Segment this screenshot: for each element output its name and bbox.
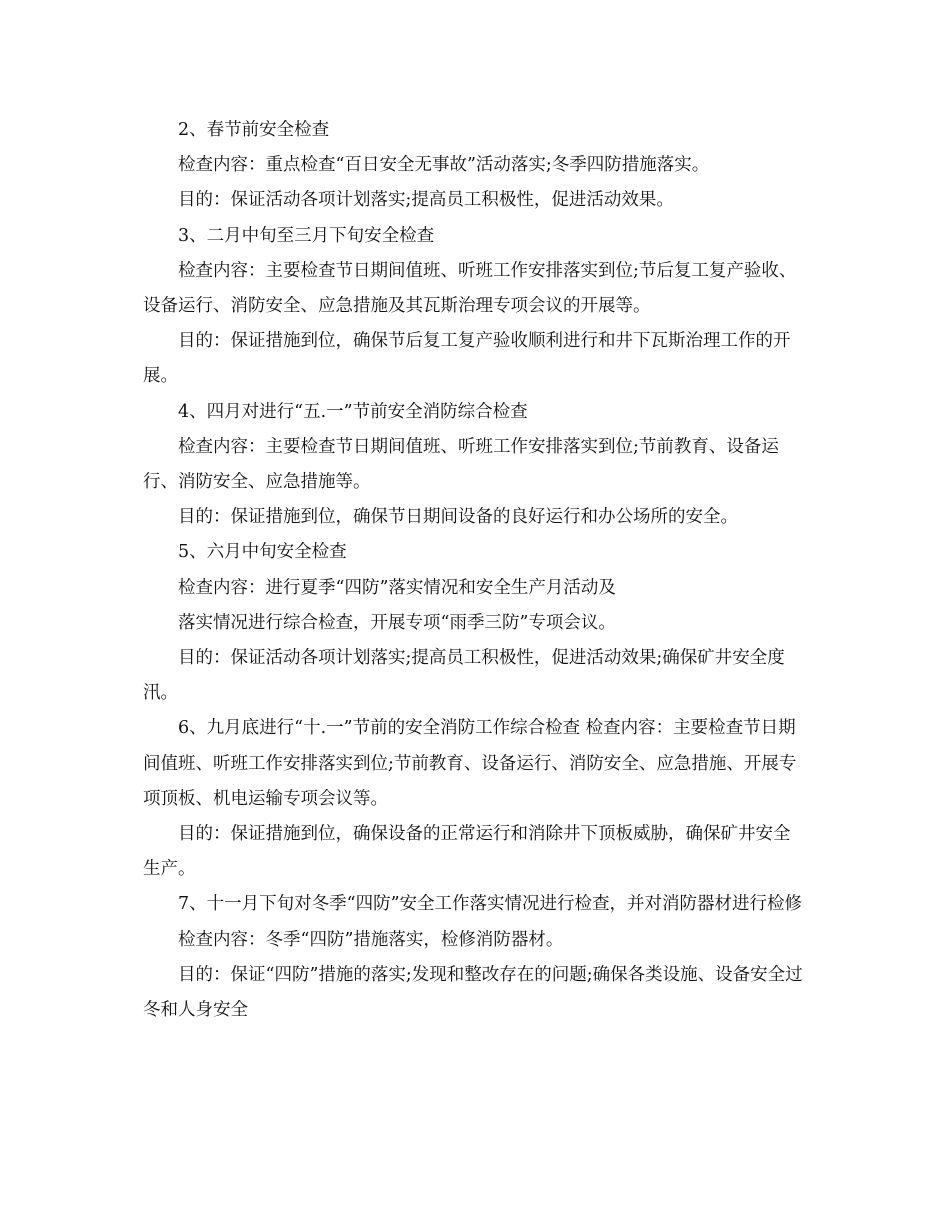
inspection-content-paragraph: 检查内容：主要检查节日期间值班、听班工作安排落实到位;节前教育、设备运行、消防安全、应急措施等。: [143, 436, 779, 493]
purpose-paragraph: 目的：保证活动各项计划落实;提高员工积极性，促进活动效果;确保矿井安全度汛。: [143, 648, 785, 704]
purpose-paragraph: 目的：保证措施到位，确保节日期间设备的良好运行和办公场所的安全。: [178, 507, 738, 528]
section-heading-june: 5、六月中旬安全检查: [178, 542, 347, 563]
inspection-content-paragraph: 检查内容：重点检查“百日安全无事故”活动落实;冬季四防措施落实。: [178, 155, 710, 176]
purpose-paragraph: 目的：保证措施到位，确保设备的正常运行和消除井下顶板威胁，确保矿井安全生产。: [143, 824, 791, 880]
section-heading-september: 6、九月底进行“十.一”节前的安全消防工作综合检查 检查内容：主要检查节日期间值班、听班工作安排落实到位;节前教育、设备运行、消防安全、应急措施、开展专项顶板、机电运输专项会议等。: [143, 718, 797, 809]
inspection-content-paragraph: 检查内容：冬季“四防”措施落实，检修消防器材。: [178, 929, 564, 950]
document-page: [143, 113, 803, 1028]
purpose-paragraph: 目的：保证“四防”措施的落实;发现和整改存在的问题;确保各类设施、设备安全过冬和人身安全: [143, 964, 803, 1021]
inspection-content-paragraph: 检查内容：进行夏季“四防”落实情况和安全生产月活动及: [178, 577, 616, 598]
inspection-content-continuation: 落实情况进行综合检查，开展专项“雨季三防”专项会议。: [178, 612, 616, 633]
inspection-content-paragraph: 检查内容：主要检查节日期间值班、听班工作安排落实到位;节后复工复产验收、设备运行、消防安全、应急措施及其瓦斯治理专项会议的开展等。: [143, 260, 797, 317]
section-heading-april: 4、四月对进行“五.一”节前安全消防综合检查: [178, 401, 528, 422]
section-heading-spring-festival: 2、春节前安全检查: [178, 120, 330, 140]
section-heading-november: 7、十一月下旬对冬季“四防”安全工作落实情况进行检查，并对消防器材进行检修: [178, 894, 803, 915]
section-heading-february-march: 3、二月中旬至三月下旬安全检查: [178, 225, 435, 246]
purpose-paragraph: 目的：保证措施到位，确保节后复工复产验收顺利进行和井下瓦斯治理工作的开展。: [143, 331, 791, 387]
purpose-paragraph: 目的：保证活动各项计划落实;提高员工积极性，促进活动效果。: [178, 190, 674, 211]
